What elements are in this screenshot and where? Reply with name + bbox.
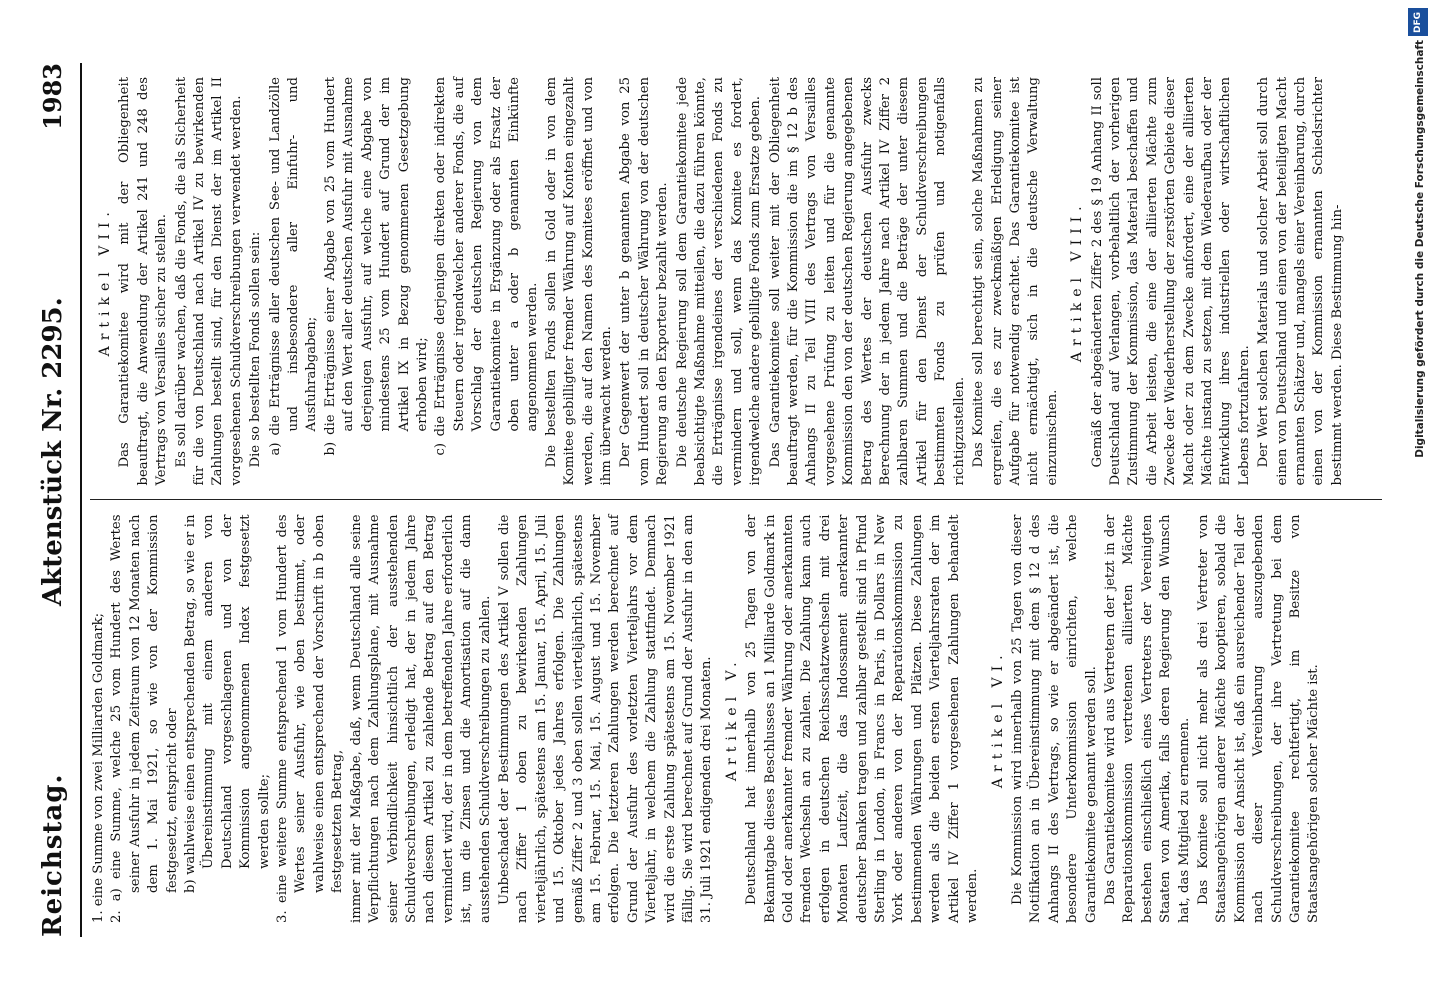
list-item: b) wahlweise einen entsprechenden Betrag, so wie er in Übereinstimmung mit einem anderen von Deutschland vorgeschlagenen und von der Kommission angenommenen Index festgesetzt werden sollte; (183, 514, 272, 893)
list-item: 3. eine weitere Summe entsprechend 1 vom Hundert des Wertes seiner Ausfuhr, wie oben bestimmt, oder wahlweise einen entsprechend der Vorschrift in b oben festgesetzten Betrag, (275, 514, 346, 923)
dfg-logo-icon: DFG (1408, 8, 1428, 36)
paragraph: Es soll darüber wachen, daß die Fonds, die als Sicherheit für die von Deutschland nach Artikel IV zu bewirkenden Zahlungen bestellt sind, für den Dienst der im Artikel II vorgesehenen Schuldverschreibungen verwendet werden. (173, 77, 244, 486)
paragraph: Unbeschadet der Bestimmungen des Artikel V sollen die nach Ziffer 1 oben zu bewirkenden Zahlungen vierteljährlich, spätestens am 15. Januar, 15. April, 15. Juli und 15. Oktober jedes Jahres erfolgen. Die Zahlungen gemäß Ziffer 2 und 3 oben sollen vierteljährlich, spätestens am 15. Februar, 15. Mai, 15. August und 15. November erfolgen. Die letzteren Zahlungen werden berechnet auf Grund der Ausfuhr des vorletzten Vierteljahrs vor dem Vierteljahr, in welchem die Zahlung stattfindet. Demnach wird die erste Zahlung spätestens am 15. November 1921 fällig. Sie wird berechnet auf Grund der Ausfuhr in den am 31. Juli 1921 endigenden drei Monaten. (496, 514, 715, 923)
list-item: b) die Erträgnisse einer Abgabe von 25 vom Hundert auf den Wert aller deutschen Ausfuhr mit Ausnahme derjenigen Ausfuhr, auf welche eine Abgabe von mindestens 25 vom Hundert auf Grund der im Artikel IX in Bezug genommenen Gesetzgebung erhoben wird; (322, 77, 430, 456)
article-heading: Artikel VIII. (1069, 200, 1086, 363)
text-columns (82, 63, 1382, 937)
paragraph: Die bestellten Fonds sollen in Gold oder in von dem Komitee gebilligter fremder Währung auf Konten eingezahlt werden, die auf den Namen des Komitees eröffnet und von ihm überwacht werden. (543, 77, 614, 486)
article-heading: Artikel VI. (989, 649, 1006, 789)
right-column (82, 63, 1382, 500)
article-heading: Artikel V. (723, 656, 740, 782)
paragraph: Das Garantiekomitee wird aus Vertretern der jetzt in der Reparationskommission vertretenen alliierten Mächte bestehen einschließlich eines Vertreters der Vereinigten Staaten von Amerika, falls deren Regierung den Wunsch hat, das Mitglied zu ernennen. (1102, 514, 1192, 923)
header-page-number: 1983 (38, 63, 67, 130)
header-reichstag: Reichstag. (38, 773, 68, 937)
paragraph: immer mit der Maßgabe, daß, wenn Deutschland alle seine Verpflichtungen nach dem Zahlungsplane, mit Ausnahme seiner Verbindlichkeit hinsichtlich der ausstehenden Schuldverschreibungen, erledigt hat, der in jedem Jahre nach diesem Artikel zu zahlende Betrag auf den Betrag vermindert wird, der in dem betreffenden Jahre erforderlich ist, um die Zinsen und die Amortisation auf die dann ausstehenden Schuldverschreibungen zu zahlen. (348, 514, 493, 923)
list-item: a) die Erträgnisse aller deutschen See- und Landzölle und insbesondere aller Einfuhr- und Ausfuhrabgaben; (267, 77, 320, 456)
paragraph: Deutschland hat innerhalb von 25 Tagen von der Bekanntgabe dieses Beschlusses an 1 Milliarde Goldmark in Gold oder anerkannter fremder Währung oder anerkannten fremden Wechseln an zu zahlen. Die Zahlung kann auch erfolgen in deutschen Reichsschatzwechseln mit drei Monaten Laufzeit, die das Indossament anerkannter deutscher Banken tragen und zahlbar gestellt sind in Pfund Sterling in London, in Francs in Paris, in Dollars in New York oder anderen von der Reparationskommission zu bestimmenden Währungen und Plätzen. Diese Zahlungen werden als die beiden ersten Vierteljahrsraten der im Artikel IV Ziffer 1 vorgesehenen Zahlungen behandelt werden. (744, 514, 981, 923)
paragraph: Das Komitee soll berechtigt sein, solche Maßnahmen zu ergreifen, die es zur zweckmäßigen Erledigung seiner Aufgabe für notwendig erachtet. Das Garantiekomitee ist nicht ermächtigt, sich in die deutsche Verwaltung einzumischen. (971, 77, 1060, 486)
paragraph: Die Kommission wird innerhalb von 25 Tagen von dieser Notifikation an in Übereinstimmung mit dem § 12 d des Anhangs II des Vertrags, so wie er abgeändert ist, die besondere Unterkommission einrichten, welche Garantiekomitee genannt werden soll. (1009, 514, 1099, 923)
left-column (82, 501, 1382, 938)
page-header (38, 63, 82, 937)
column-divider (90, 500, 1382, 501)
document-page (32, 35, 1402, 965)
paragraph: Das Garantiekomitee wird mit der Obliegenheit beauftragt, die Anwendung der Artikel 241 und 248 des Vertrags von Versailles sicher zu stellen. (117, 77, 170, 486)
list-item: 2. a) eine Summe, welche 25 vom Hundert des Wertes seiner Ausfuhr in jedem Zeitraum von 12 Monaten nach dem 1. Mai 1921, so wie von der Kommission festgesetzt, entspricht oder (109, 514, 180, 923)
article-heading: Artikel VII. (97, 206, 113, 357)
paragraph: Der Wert solchen Materials und solcher Arbeit soll durch einen von Deutschland und einen von der beteiligten Macht ernannten Schätzer und, mangels einer Vereinbarung, durch einen von der Kommission ernannten Schiedsrichter bestimmt werden. Diese Bestimmung hin- (1256, 77, 1345, 486)
list-item: c) die Erträgnisse derjenigen direkten oder indirekten Steuern oder irgendwelcher anderer Fonds, die auf Vorschlag der deutschen Regierung von dem Garantiekomitee in Ergänzung oder als Ersatz der oben unter a oder b genannten Einkünfte angenommen werden. (433, 77, 541, 456)
header-document-number: Aktenstück Nr. 2295. (38, 297, 68, 606)
digitization-sidebar (1404, 0, 1434, 1000)
paragraph: Die deutsche Regierung soll dem Garantiekomitee jede beabsichtigte Maßnahme mitteilen, die dazu führen könnte, die Erträgnisse irgendeines der verschiedenen Fonds zu vermindern und soll, wenn das Komitee es fordert, irgendwelche andere gebilligte Fonds zum Ersatze geben. (674, 77, 764, 486)
paragraph: Gemäß der abgeänderten Ziffer 2 des § 19 Anhang II soll Deutschland auf Verlangen, vorbehaltlich der vorherigen Zustimmung der Kommission, das Material beschaffen und die Arbeit leisten, die eine der alliierten Mächte zum Zwecke der Wiederherstellung der zerstörten Gebiete dieser Macht oder zu dem Zwecke anfordert, eine der alliierten Mächte instand zu setzen, mit dem Wiederaufbau oder der Entwicklung ihres industriellen oder wirtschaftlichen Lebens fortzufahren. (1089, 77, 1252, 486)
funding-credit: Digitalisierung gefördert durch die Deutsche Forschungsgemeinschaft (1414, 40, 1426, 458)
paragraph: Das Komitee soll nicht mehr als drei Vertreter von Staatsangehörigen anderer Mächte kooptieren, sobald die Kommission der Ansicht ist, daß ein ausreichender Teil der nach dieser Vereinbarung auszugebenden Schuldverschreibungen, der ihre Vertretung bei dem Garantiekomitee rechtfertigt, im Besitze von Staatsangehörigen solcher Mächte ist. (1195, 514, 1322, 923)
list-item: 1. eine Summe von zwei Milliarden Goldmark; (91, 612, 106, 923)
paragraph: Die so bestellten Fonds sollen sein: (248, 231, 264, 468)
paragraph: Der Gegenwert der unter b genannten Abgabe von 25 vom Hundert soll in deutscher Währung von der deutschen Regierung an den Exporteur bezahlt werden. (618, 77, 671, 486)
paragraph: Das Garantiekomitee soll weiter mit der Obliegenheit beauftragt werden, für die Kommission die im § 12 b des Anhangs II zu Teil VIII des Vertrags von Versailles vorgesehene Prüfung zu leiten und für die genannte Kommission den von der deutschen Regierung angegebenen Betrag des Wertes der deutschen Ausfuhr zwecks Berechnung der in jedem Jahre nach Artikel IV Ziffer 2 zahlbaren Summen und die Beträge der unter diesem Artikel für den Dienst der Schuldverschreibungen bestimmten Fonds zu prüfen und notigenfalls richtigzustellen. (767, 77, 967, 486)
